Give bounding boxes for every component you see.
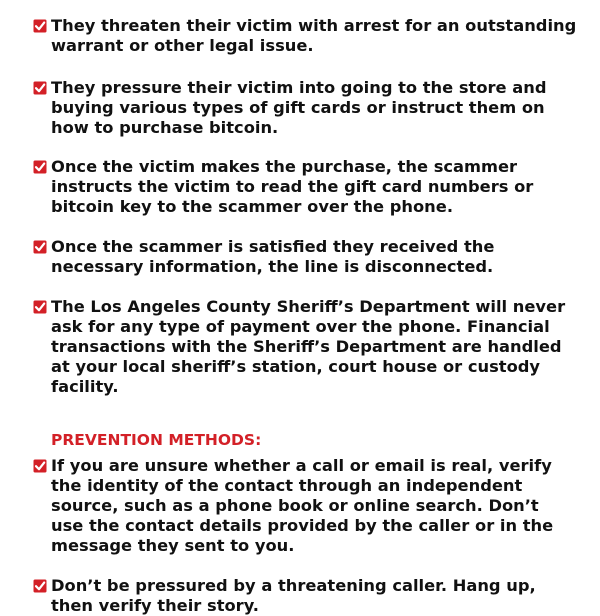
prevention-item: [33, 576, 578, 616]
prevention-heading: PREVENTION METHODS:: [51, 431, 262, 449]
scam-step-text: The Los Angeles County Sheriff’s Department will never ask for any type of payment over the phone. Financial transactions with the Sheriff’s Department are handled at your local sheriff’s station, court house or custody facility.: [51, 297, 566, 396]
scam-step-text: They pressure their victim into going to the store and buying various types of gift cards or instruct them on how to purchase bitcoin.: [51, 78, 547, 137]
checkbox-check-icon: [33, 240, 47, 254]
scam-step-text: They threaten their victim with arrest for an outstanding warrant or other legal issue.: [51, 16, 577, 55]
scam-step-item: [33, 157, 578, 217]
checkbox-check-icon: [33, 579, 47, 593]
checkbox-check-icon: [33, 19, 47, 33]
prevention-item: [33, 456, 578, 556]
scam-step-text: Once the victim makes the purchase, the scammer instructs the victim to read the gift card numbers or bitcoin key to the scammer over the phone.: [51, 157, 534, 216]
checkbox-check-icon: [33, 160, 47, 174]
checkbox-check-icon: [33, 81, 47, 95]
checkbox-check-icon: [33, 459, 47, 473]
scam-step-item: [33, 16, 578, 56]
checkbox-check-icon: [33, 300, 47, 314]
scam-step-item: [33, 297, 578, 397]
scam-step-text: Once the scammer is satisfied they received the necessary information, the line is disconnected.: [51, 237, 495, 276]
prevention-text: If you are unsure whether a call or email is real, verify the identity of the contact through an independent source, such as a phone book or online search. Don’t use the contact details provided by the caller or in the message they sent to you.: [51, 456, 554, 555]
scam-step-item: [33, 78, 578, 138]
scam-step-item: [33, 237, 578, 277]
prevention-text: Don’t be pressured by a threatening caller. Hang up, then verify their story.: [51, 576, 536, 615]
